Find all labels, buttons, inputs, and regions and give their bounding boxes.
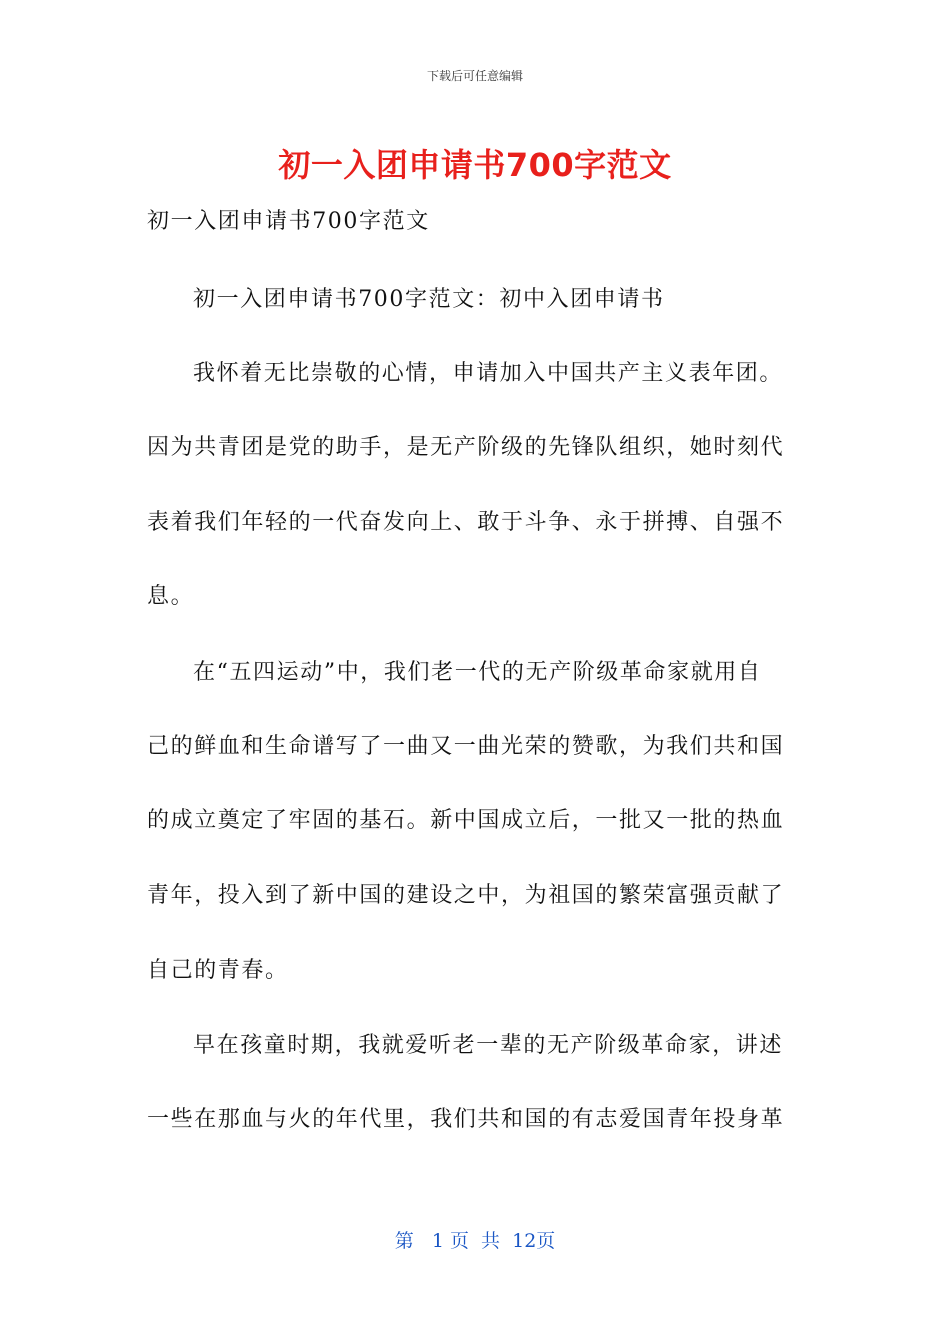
paragraph-line: 自己的青春。	[147, 958, 289, 983]
paragraph-line: 因为共青团是党的助手，是无产阶级的先锋队组织，她时刻代	[147, 435, 785, 460]
page-number-footer	[0, 1226, 950, 1253]
paragraph-line: 早在孩童时期，我就爱听老一辈的无产阶级革命家，讲述	[193, 1033, 784, 1058]
subtitle-line: 初一入团申请书700字范文	[147, 209, 430, 234]
paragraph-line: 我怀着无比崇敬的心情，申请加入中国共产主义表年团。	[193, 361, 784, 386]
paragraph-line: 的成立奠定了牢固的基石。新中国成立后，一批又一批的热血	[147, 808, 785, 833]
page-number-label: 第 1 页 共 12页	[394, 1230, 556, 1252]
header-note: 下载后可任意编辑	[426, 69, 523, 83]
paragraph-line: 在“五四运动”中，我们老一代的无产阶级革命家就用自	[193, 660, 762, 685]
paragraph-line: 一些在那血与火的年代里，我们共和国的有志爱国青年投身革	[147, 1107, 785, 1132]
paragraph-line: 初一入团申请书700字范文：初中入团申请书	[193, 287, 665, 312]
paragraph-line: 青年，投入到了新中国的建设之中，为祖国的繁荣富强贡献了	[147, 883, 785, 908]
document-title: 初一入团申请书700字范文	[278, 146, 672, 184]
paragraph-line: 己的鲜血和生命谱写了一曲又一曲光荣的赞歌，为我们共和国	[147, 734, 785, 759]
paragraph-line: 息。	[147, 584, 195, 609]
paragraph-line: 表着我们年轻的一代奋发向上、敢于斗争、永于拼搏、自强不	[147, 510, 785, 535]
